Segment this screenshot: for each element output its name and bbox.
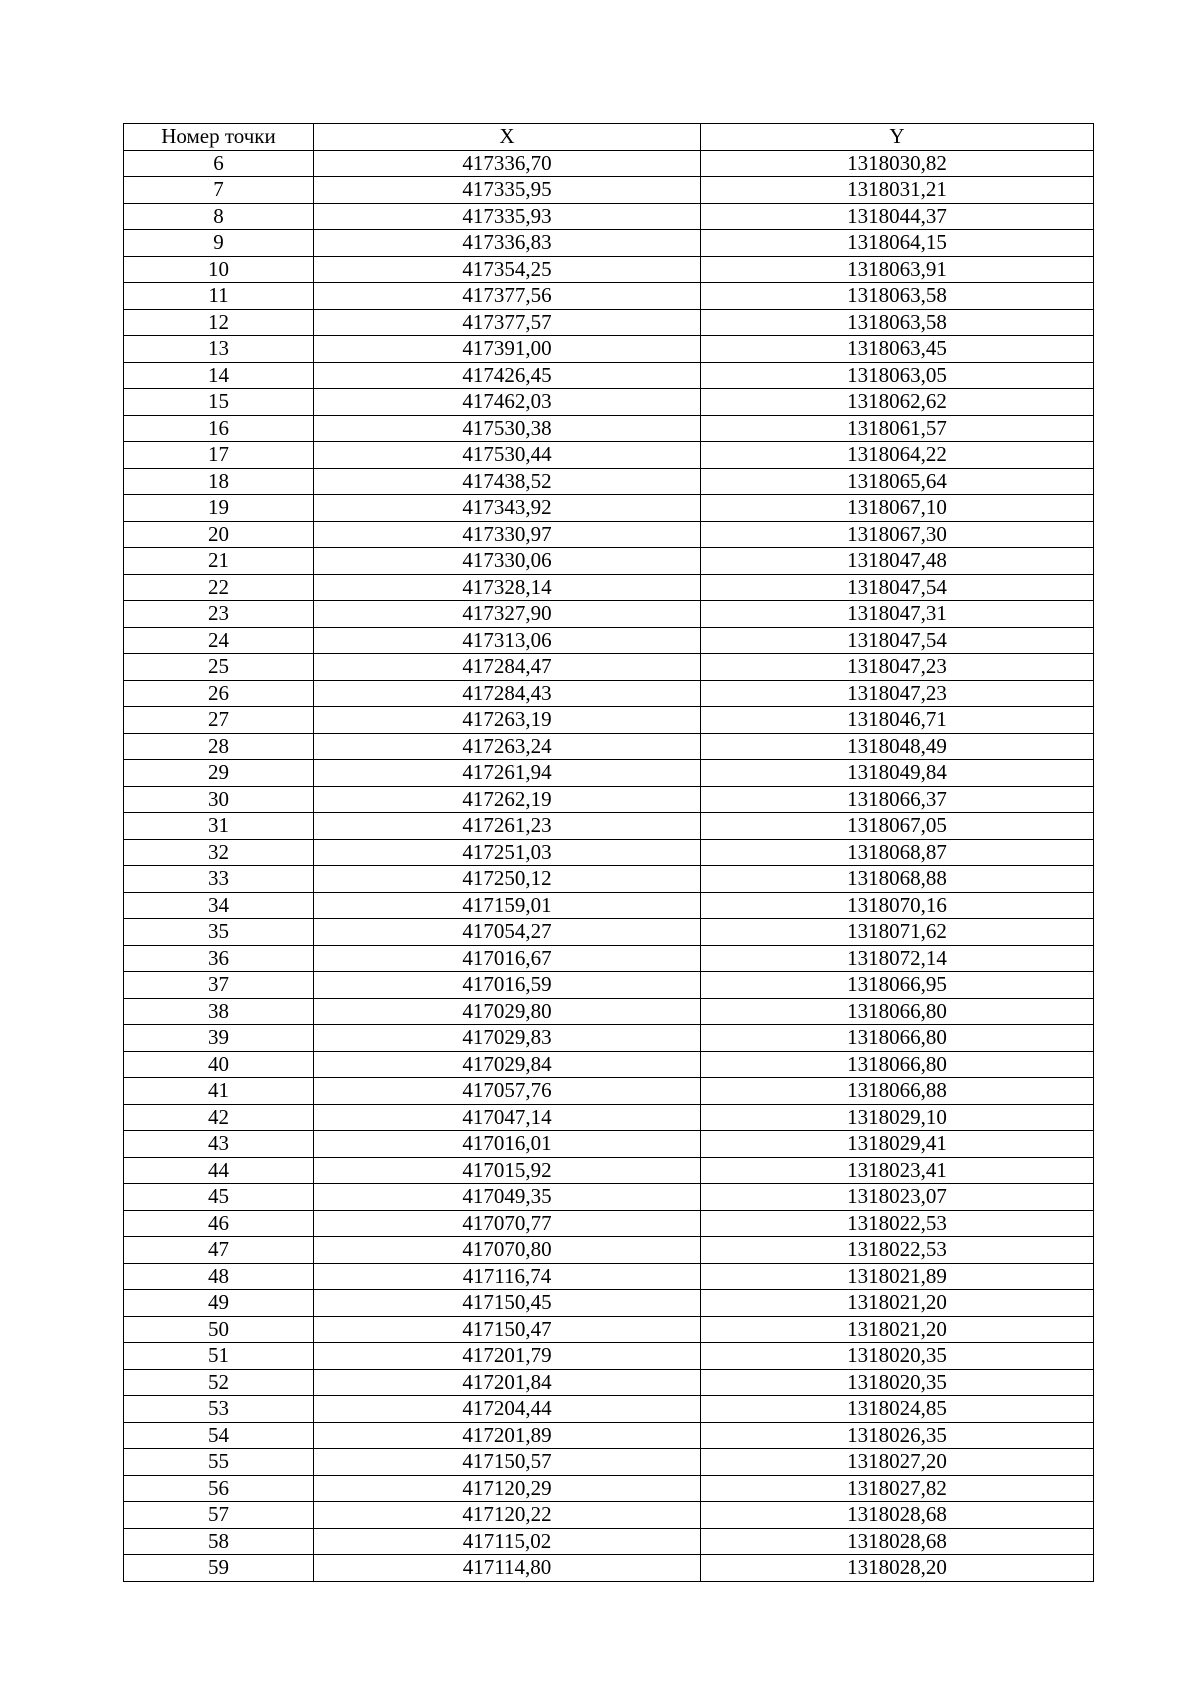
point-number-cell: 20: [124, 521, 314, 548]
table-row: [124, 1210, 1094, 1237]
y-coordinate-cell: 1318068,88: [701, 866, 1094, 893]
table-row: [124, 150, 1094, 177]
x-coordinate-cell: 417328,14: [314, 574, 701, 601]
x-coordinate-cell: 417330,06: [314, 548, 701, 575]
table-row: [124, 283, 1094, 310]
x-coordinate-cell: 417438,52: [314, 468, 701, 495]
x-coordinate-cell: 417115,02: [314, 1528, 701, 1555]
point-number-cell: 7: [124, 177, 314, 204]
point-number-cell: 45: [124, 1184, 314, 1211]
point-number-cell: 46: [124, 1210, 314, 1237]
point-number-cell: 51: [124, 1343, 314, 1370]
x-coordinate-cell: 417250,12: [314, 866, 701, 893]
point-number-cell: 47: [124, 1237, 314, 1264]
point-number-cell: 18: [124, 468, 314, 495]
x-coordinate-cell: 417150,57: [314, 1449, 701, 1476]
y-coordinate-cell: 1318029,41: [701, 1131, 1094, 1158]
point-number-cell: 43: [124, 1131, 314, 1158]
y-coordinate-cell: 1318021,89: [701, 1263, 1094, 1290]
y-coordinate-cell: 1318047,54: [701, 574, 1094, 601]
point-number-cell: 50: [124, 1316, 314, 1343]
table-row: [124, 1396, 1094, 1423]
x-coordinate-cell: 417047,14: [314, 1104, 701, 1131]
x-coordinate-cell: 417377,56: [314, 283, 701, 310]
table-row: [124, 442, 1094, 469]
x-coordinate-cell: 417262,19: [314, 786, 701, 813]
y-coordinate-cell: 1318064,22: [701, 442, 1094, 469]
y-coordinate-cell: 1318047,23: [701, 680, 1094, 707]
point-number-cell: 11: [124, 283, 314, 310]
x-coordinate-cell: 417159,01: [314, 892, 701, 919]
coordinates-table: [123, 123, 1094, 1582]
point-number-cell: 13: [124, 336, 314, 363]
y-coordinate-cell: 1318063,58: [701, 283, 1094, 310]
table-row: [124, 1343, 1094, 1370]
x-coordinate-cell: 417120,29: [314, 1475, 701, 1502]
table-row: [124, 998, 1094, 1025]
y-coordinate-cell: 1318066,80: [701, 998, 1094, 1025]
y-coordinate-cell: 1318023,07: [701, 1184, 1094, 1211]
y-coordinate-cell: 1318047,31: [701, 601, 1094, 628]
y-coordinate-cell: 1318049,84: [701, 760, 1094, 787]
x-coordinate-cell: 417049,35: [314, 1184, 701, 1211]
table-header: [124, 124, 1094, 151]
y-coordinate-cell: 1318028,68: [701, 1502, 1094, 1529]
x-coordinate-cell: 417070,77: [314, 1210, 701, 1237]
point-number-cell: 52: [124, 1369, 314, 1396]
point-number-cell: 21: [124, 548, 314, 575]
x-coordinate-cell: 417057,76: [314, 1078, 701, 1105]
y-coordinate-cell: 1318066,80: [701, 1025, 1094, 1052]
x-coordinate-cell: 417336,70: [314, 150, 701, 177]
table-row: [124, 548, 1094, 575]
x-coordinate-cell: 417029,83: [314, 1025, 701, 1052]
x-coordinate-cell: 417261,23: [314, 813, 701, 840]
point-number-cell: 36: [124, 945, 314, 972]
x-coordinate-cell: 417201,79: [314, 1343, 701, 1370]
x-coordinate-cell: 417201,89: [314, 1422, 701, 1449]
point-number-cell: 39: [124, 1025, 314, 1052]
table-row: [124, 336, 1094, 363]
table-row: [124, 1157, 1094, 1184]
table-row: [124, 1449, 1094, 1476]
y-coordinate-cell: 1318065,64: [701, 468, 1094, 495]
point-number-cell: 10: [124, 256, 314, 283]
table-row: [124, 654, 1094, 681]
header-x: X: [314, 124, 701, 151]
table-row: [124, 919, 1094, 946]
table-row: [124, 495, 1094, 522]
table-row: [124, 1263, 1094, 1290]
table-row: [124, 362, 1094, 389]
table-row: [124, 389, 1094, 416]
y-coordinate-cell: 1318064,15: [701, 230, 1094, 257]
y-coordinate-cell: 1318030,82: [701, 150, 1094, 177]
point-number-cell: 17: [124, 442, 314, 469]
y-coordinate-cell: 1318066,88: [701, 1078, 1094, 1105]
point-number-cell: 12: [124, 309, 314, 336]
point-number-cell: 16: [124, 415, 314, 442]
y-coordinate-cell: 1318061,57: [701, 415, 1094, 442]
y-coordinate-cell: 1318047,54: [701, 627, 1094, 654]
x-coordinate-cell: 417426,45: [314, 362, 701, 389]
x-coordinate-cell: 417284,47: [314, 654, 701, 681]
header-row: [124, 124, 1094, 151]
point-number-cell: 57: [124, 1502, 314, 1529]
point-number-cell: 22: [124, 574, 314, 601]
point-number-cell: 59: [124, 1555, 314, 1582]
table-row: [124, 1104, 1094, 1131]
y-coordinate-cell: 1318063,91: [701, 256, 1094, 283]
y-coordinate-cell: 1318022,53: [701, 1210, 1094, 1237]
point-number-cell: 44: [124, 1157, 314, 1184]
y-coordinate-cell: 1318028,68: [701, 1528, 1094, 1555]
x-coordinate-cell: 417327,90: [314, 601, 701, 628]
x-coordinate-cell: 417201,84: [314, 1369, 701, 1396]
table-row: [124, 733, 1094, 760]
y-coordinate-cell: 1318068,87: [701, 839, 1094, 866]
y-coordinate-cell: 1318044,37: [701, 203, 1094, 230]
y-coordinate-cell: 1318066,80: [701, 1051, 1094, 1078]
point-number-cell: 38: [124, 998, 314, 1025]
point-number-cell: 54: [124, 1422, 314, 1449]
y-coordinate-cell: 1318020,35: [701, 1369, 1094, 1396]
table-row: [124, 1025, 1094, 1052]
y-coordinate-cell: 1318072,14: [701, 945, 1094, 972]
y-coordinate-cell: 1318067,05: [701, 813, 1094, 840]
x-coordinate-cell: 417116,74: [314, 1263, 701, 1290]
table-row: [124, 707, 1094, 734]
y-coordinate-cell: 1318048,49: [701, 733, 1094, 760]
point-number-cell: 19: [124, 495, 314, 522]
point-number-cell: 56: [124, 1475, 314, 1502]
x-coordinate-cell: 417204,44: [314, 1396, 701, 1423]
x-coordinate-cell: 417343,92: [314, 495, 701, 522]
table-row: [124, 415, 1094, 442]
x-coordinate-cell: 417335,93: [314, 203, 701, 230]
table-row: [124, 1369, 1094, 1396]
x-coordinate-cell: 417150,45: [314, 1290, 701, 1317]
x-coordinate-cell: 417016,59: [314, 972, 701, 999]
x-coordinate-cell: 417530,38: [314, 415, 701, 442]
point-number-cell: 26: [124, 680, 314, 707]
x-coordinate-cell: 417015,92: [314, 1157, 701, 1184]
x-coordinate-cell: 417150,47: [314, 1316, 701, 1343]
table-row: [124, 1502, 1094, 1529]
point-number-cell: 53: [124, 1396, 314, 1423]
table-row: [124, 601, 1094, 628]
x-coordinate-cell: 417391,00: [314, 336, 701, 363]
point-number-cell: 58: [124, 1528, 314, 1555]
table-row: [124, 521, 1094, 548]
y-coordinate-cell: 1318070,16: [701, 892, 1094, 919]
table-row: [124, 627, 1094, 654]
x-coordinate-cell: 417354,25: [314, 256, 701, 283]
point-number-cell: 15: [124, 389, 314, 416]
x-coordinate-cell: 417284,43: [314, 680, 701, 707]
table-row: [124, 680, 1094, 707]
table-row: [124, 1184, 1094, 1211]
y-coordinate-cell: 1318063,05: [701, 362, 1094, 389]
table-row: [124, 1131, 1094, 1158]
y-coordinate-cell: 1318029,10: [701, 1104, 1094, 1131]
point-number-cell: 24: [124, 627, 314, 654]
table-row: [124, 203, 1094, 230]
point-number-cell: 35: [124, 919, 314, 946]
x-coordinate-cell: 417335,95: [314, 177, 701, 204]
table-row: [124, 972, 1094, 999]
y-coordinate-cell: 1318047,48: [701, 548, 1094, 575]
table-row: [124, 1422, 1094, 1449]
x-coordinate-cell: 417530,44: [314, 442, 701, 469]
point-number-cell: 49: [124, 1290, 314, 1317]
table-row: [124, 1475, 1094, 1502]
y-coordinate-cell: 1318063,58: [701, 309, 1094, 336]
header-y: Y: [701, 124, 1094, 151]
y-coordinate-cell: 1318067,30: [701, 521, 1094, 548]
y-coordinate-cell: 1318071,62: [701, 919, 1094, 946]
table-row: [124, 760, 1094, 787]
point-number-cell: 48: [124, 1263, 314, 1290]
x-coordinate-cell: 417016,67: [314, 945, 701, 972]
x-coordinate-cell: 417114,80: [314, 1555, 701, 1582]
x-coordinate-cell: 417336,83: [314, 230, 701, 257]
point-number-cell: 55: [124, 1449, 314, 1476]
table-row: [124, 256, 1094, 283]
point-number-cell: 28: [124, 733, 314, 760]
point-number-cell: 27: [124, 707, 314, 734]
point-number-cell: 31: [124, 813, 314, 840]
y-coordinate-cell: 1318066,95: [701, 972, 1094, 999]
table-row: [124, 1290, 1094, 1317]
table-body: [124, 150, 1094, 1581]
table-row: [124, 309, 1094, 336]
table-row: [124, 177, 1094, 204]
y-coordinate-cell: 1318046,71: [701, 707, 1094, 734]
table-row: [124, 1555, 1094, 1582]
x-coordinate-cell: 417263,24: [314, 733, 701, 760]
point-number-cell: 14: [124, 362, 314, 389]
table-row: [124, 786, 1094, 813]
point-number-cell: 25: [124, 654, 314, 681]
y-coordinate-cell: 1318024,85: [701, 1396, 1094, 1423]
y-coordinate-cell: 1318021,20: [701, 1290, 1094, 1317]
point-number-cell: 29: [124, 760, 314, 787]
y-coordinate-cell: 1318026,35: [701, 1422, 1094, 1449]
y-coordinate-cell: 1318027,20: [701, 1449, 1094, 1476]
y-coordinate-cell: 1318066,37: [701, 786, 1094, 813]
x-coordinate-cell: 417120,22: [314, 1502, 701, 1529]
x-coordinate-cell: 417054,27: [314, 919, 701, 946]
y-coordinate-cell: 1318028,20: [701, 1555, 1094, 1582]
point-number-cell: 8: [124, 203, 314, 230]
point-number-cell: 23: [124, 601, 314, 628]
x-coordinate-cell: 417313,06: [314, 627, 701, 654]
table-row: [124, 945, 1094, 972]
point-number-cell: 37: [124, 972, 314, 999]
table-row: [124, 892, 1094, 919]
y-coordinate-cell: 1318047,23: [701, 654, 1094, 681]
x-coordinate-cell: 417016,01: [314, 1131, 701, 1158]
y-coordinate-cell: 1318031,21: [701, 177, 1094, 204]
x-coordinate-cell: 417251,03: [314, 839, 701, 866]
point-number-cell: 42: [124, 1104, 314, 1131]
table-row: [124, 1051, 1094, 1078]
table-row: [124, 1528, 1094, 1555]
x-coordinate-cell: 417029,80: [314, 998, 701, 1025]
y-coordinate-cell: 1318062,62: [701, 389, 1094, 416]
x-coordinate-cell: 417263,19: [314, 707, 701, 734]
point-number-cell: 34: [124, 892, 314, 919]
y-coordinate-cell: 1318063,45: [701, 336, 1094, 363]
table-row: [124, 574, 1094, 601]
y-coordinate-cell: 1318020,35: [701, 1343, 1094, 1370]
table-row: [124, 1078, 1094, 1105]
y-coordinate-cell: 1318023,41: [701, 1157, 1094, 1184]
table-row: [124, 813, 1094, 840]
point-number-cell: 30: [124, 786, 314, 813]
point-number-cell: 6: [124, 150, 314, 177]
x-coordinate-cell: 417330,97: [314, 521, 701, 548]
x-coordinate-cell: 417070,80: [314, 1237, 701, 1264]
point-number-cell: 32: [124, 839, 314, 866]
x-coordinate-cell: 417029,84: [314, 1051, 701, 1078]
y-coordinate-cell: 1318021,20: [701, 1316, 1094, 1343]
y-coordinate-cell: 1318067,10: [701, 495, 1094, 522]
point-number-cell: 33: [124, 866, 314, 893]
table-row: [124, 866, 1094, 893]
table-row: [124, 1237, 1094, 1264]
header-point-number: Номер точки: [124, 124, 314, 151]
y-coordinate-cell: 1318022,53: [701, 1237, 1094, 1264]
x-coordinate-cell: 417462,03: [314, 389, 701, 416]
table-row: [124, 839, 1094, 866]
table-row: [124, 468, 1094, 495]
x-coordinate-cell: 417261,94: [314, 760, 701, 787]
y-coordinate-cell: 1318027,82: [701, 1475, 1094, 1502]
point-number-cell: 40: [124, 1051, 314, 1078]
point-number-cell: 41: [124, 1078, 314, 1105]
x-coordinate-cell: 417377,57: [314, 309, 701, 336]
table-row: [124, 230, 1094, 257]
table-row: [124, 1316, 1094, 1343]
point-number-cell: 9: [124, 230, 314, 257]
